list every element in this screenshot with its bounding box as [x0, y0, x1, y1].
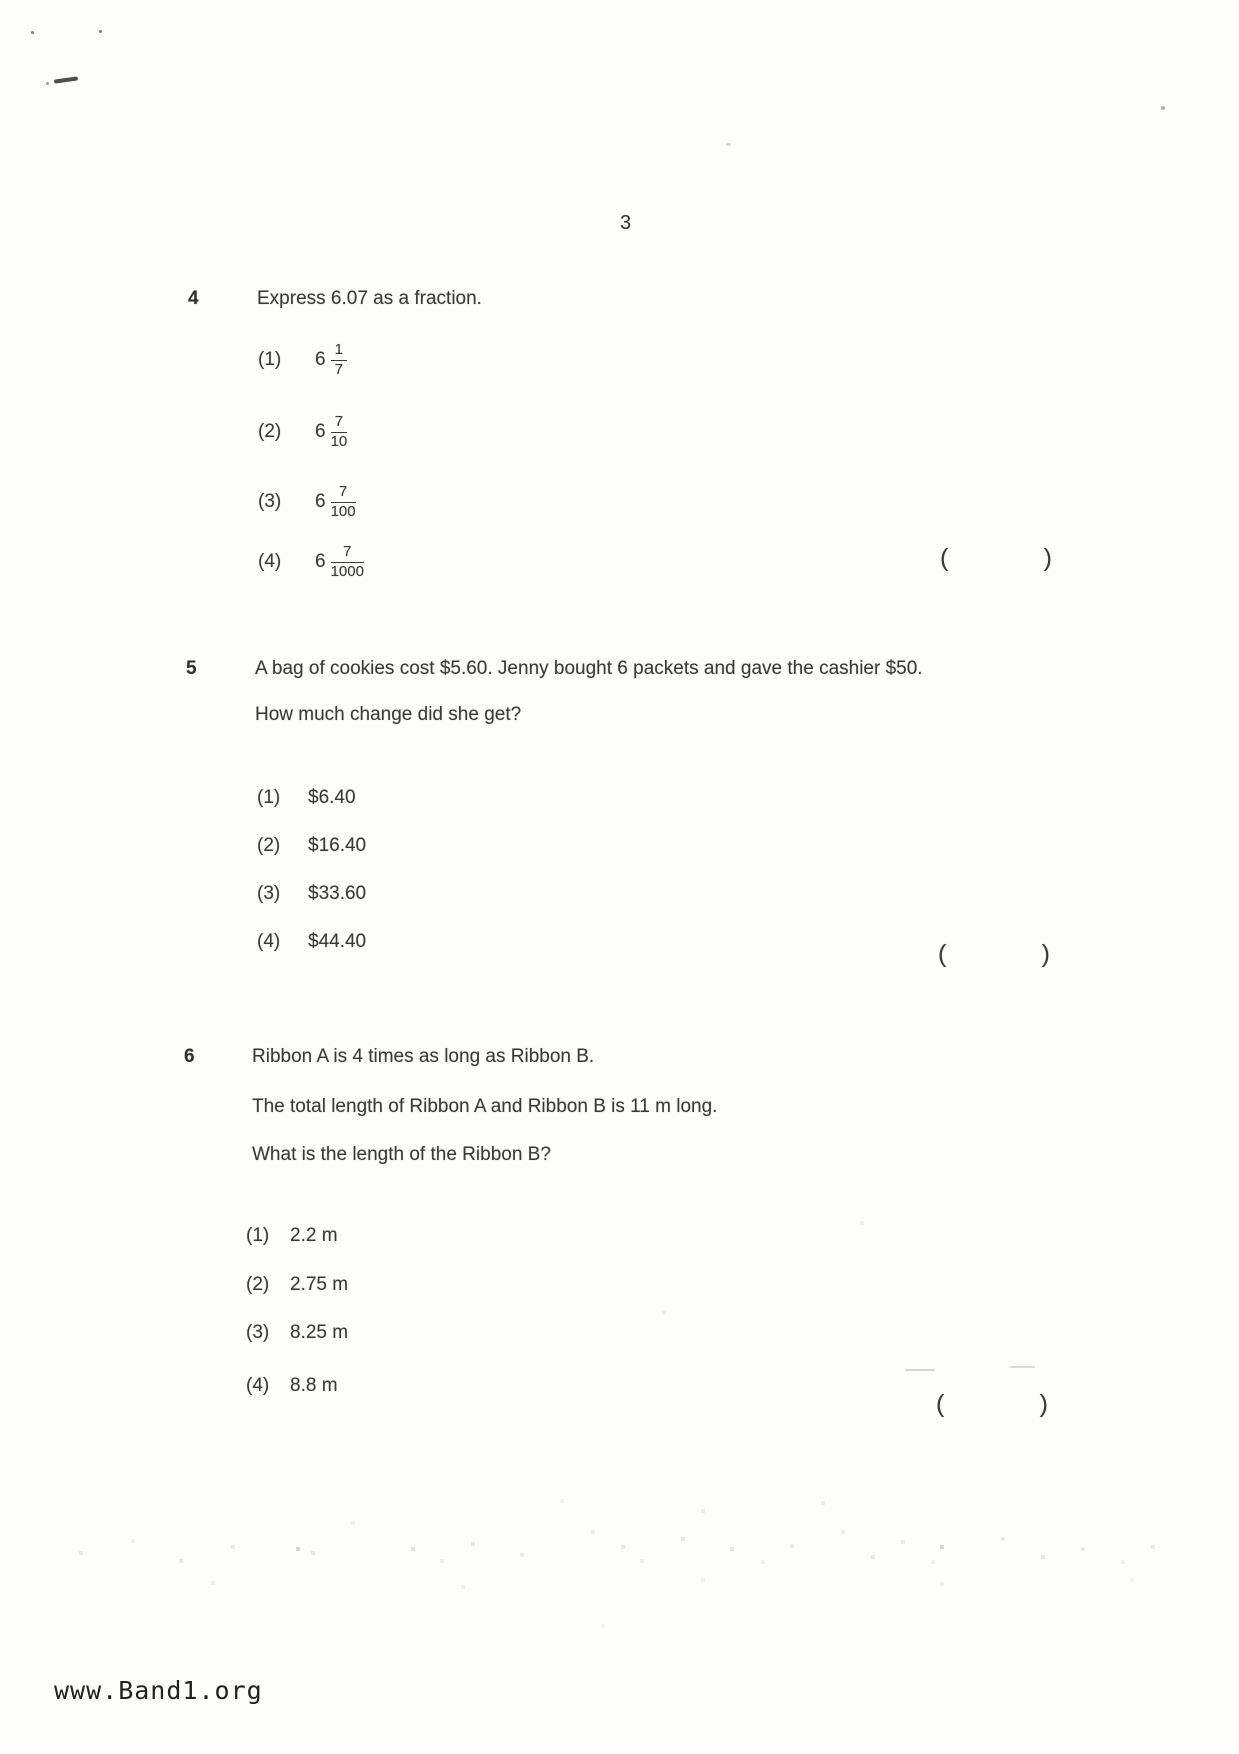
scan-dash-mark — [54, 76, 78, 83]
option-value: $44.40 — [308, 931, 367, 952]
mixed-number-whole: 6 — [315, 491, 326, 512]
fraction-numerator: 1 — [331, 342, 347, 361]
option-label: (1) — [257, 787, 281, 808]
fraction-denominator: 1000 — [330, 562, 364, 580]
question-4-answer-space — [940, 544, 1052, 573]
option-label: (2) — [257, 835, 281, 856]
question-6-text-line-3: What is the length of the Ribbon B? — [252, 1144, 551, 1165]
question-5-text-line-1: A bag of cookies cost $5.60. Jenny bought 6 packets and gave the cashier $50. — [255, 658, 923, 679]
option-value: $16.40 — [308, 835, 367, 856]
option-label: (2) — [246, 1274, 270, 1295]
fraction-denominator: 100 — [330, 502, 356, 520]
question-5-option-4 — [257, 918, 366, 966]
question-6-text-line-1: Ribbon A is 4 times as long as Ribbon B. — [252, 1046, 595, 1067]
question-6-option-3 — [246, 1309, 348, 1357]
option-label: (1) — [258, 349, 282, 370]
scan-speck — [1161, 106, 1165, 110]
question-6-option-2 — [246, 1261, 348, 1309]
scan-speck — [46, 82, 49, 85]
option-value: 8.25 m — [290, 1322, 349, 1343]
option-label: (4) — [257, 931, 281, 952]
question-4-option-4 — [258, 538, 364, 586]
option-label: (4) — [258, 551, 282, 572]
option-label: (1) — [246, 1225, 270, 1246]
fraction-numerator: 7 — [331, 484, 356, 503]
option-value: $33.60 — [308, 883, 367, 904]
option-label: (3) — [258, 491, 282, 512]
question-6-text-line-2: The total length of Ribbon A and Ribbon B is 11 m long. — [252, 1096, 718, 1117]
scan-smudge — [1010, 1366, 1035, 1368]
question-4-option-2 — [258, 408, 347, 456]
question-5-option-3 — [257, 870, 366, 918]
question-6-option-4 — [246, 1362, 338, 1410]
scan-speck — [99, 30, 102, 33]
scan-smudge — [905, 1369, 935, 1371]
fraction — [331, 414, 348, 450]
question-6-option-1 — [246, 1212, 338, 1260]
question-5-number: 5 — [186, 658, 197, 679]
option-value: 2.2 m — [290, 1225, 338, 1246]
answer-bracket-close: ) — [1043, 544, 1052, 572]
scan-noise-band — [0, 0, 2, 2]
fraction-denominator: 7 — [334, 360, 343, 378]
fraction-numerator: 7 — [331, 414, 348, 433]
scan-speck — [31, 31, 34, 34]
fraction — [331, 484, 356, 520]
option-value: 2.75 m — [290, 1274, 349, 1295]
answer-bracket-close: ) — [1039, 1390, 1048, 1418]
scan-speck — [726, 143, 731, 146]
fraction — [331, 342, 347, 378]
answer-bracket-open: ( — [940, 544, 949, 572]
question-4-option-1 — [258, 336, 347, 384]
option-value: 8.8 m — [290, 1375, 338, 1396]
fraction — [331, 544, 364, 580]
option-label: (2) — [258, 421, 282, 442]
answer-bracket-open: ( — [936, 1390, 945, 1418]
option-label: (3) — [246, 1322, 270, 1343]
question-5-text-line-2: How much change did she get? — [255, 704, 522, 725]
question-4-text: Express 6.07 as a fraction. — [257, 288, 482, 309]
question-6-number: 6 — [184, 1046, 195, 1067]
mixed-number-whole: 6 — [315, 421, 326, 442]
question-5-option-2 — [257, 822, 366, 870]
question-5-option-1 — [257, 774, 356, 822]
mixed-number-whole: 6 — [315, 551, 326, 572]
question-6-answer-space — [936, 1390, 1048, 1419]
page-number: 3 — [620, 212, 632, 234]
question-4-option-3 — [258, 478, 356, 526]
mixed-number-whole: 6 — [315, 349, 326, 370]
fraction-numerator: 7 — [331, 544, 364, 563]
answer-bracket-open: ( — [938, 940, 947, 968]
question-5-answer-space — [938, 940, 1050, 969]
fraction-denominator: 10 — [330, 432, 348, 450]
footer-watermark-url: www.Band1.org — [54, 1676, 263, 1705]
option-label: (4) — [246, 1375, 270, 1396]
question-4-number: 4 — [188, 288, 199, 309]
answer-bracket-close: ) — [1041, 940, 1050, 968]
option-value: $6.40 — [308, 787, 356, 808]
option-label: (3) — [257, 883, 281, 904]
